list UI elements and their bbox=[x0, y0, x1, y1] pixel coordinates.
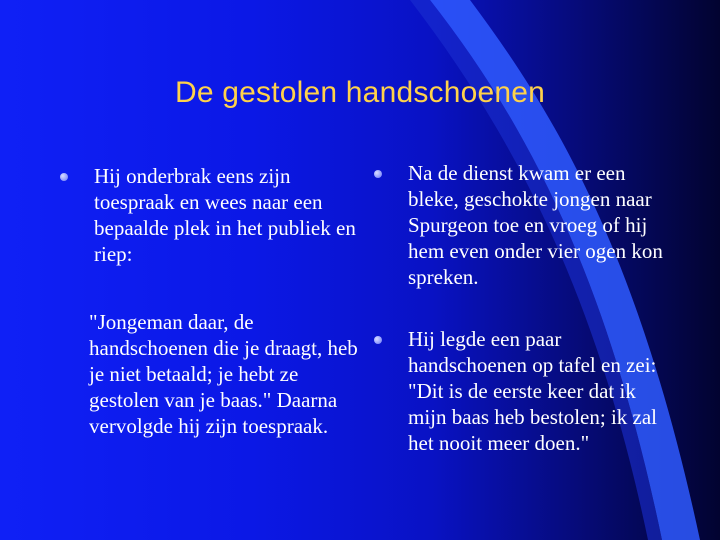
list-item bbox=[374, 160, 674, 290]
quote-paragraph: "Jongeman daar, de handschoenen die je draagt, heb je niet betaald; je hebt ze gestolen van je baas." Daarna vervolgde hij zijn toespraak. bbox=[89, 310, 358, 438]
bullet-text: Hij onderbrak eens zijn toespraak en wees naar een bepaalde plek in het publiek en riep: bbox=[94, 164, 356, 266]
slide-title: De gestolen handschoenen bbox=[174, 76, 546, 109]
bullet-icon bbox=[60, 173, 68, 181]
bullet-icon bbox=[374, 336, 382, 344]
list-item bbox=[374, 326, 674, 456]
bullet-icon bbox=[374, 170, 382, 178]
spacer bbox=[374, 290, 674, 326]
left-column bbox=[60, 163, 360, 439]
list-item bbox=[60, 163, 360, 267]
bullet-text: Hij legde een paar handschoenen op tafel en zei: "Dit is de eerste keer dat ik mijn baas heb bestolen; ik zal het nooit meer doen." bbox=[408, 327, 658, 455]
bullet-text: Na de dienst kwam er een bleke, geschokte jongen naar Spurgeon toe en vroeg of hij hem even onder vier ogen kon spreken. bbox=[408, 161, 663, 289]
right-column bbox=[374, 160, 674, 456]
